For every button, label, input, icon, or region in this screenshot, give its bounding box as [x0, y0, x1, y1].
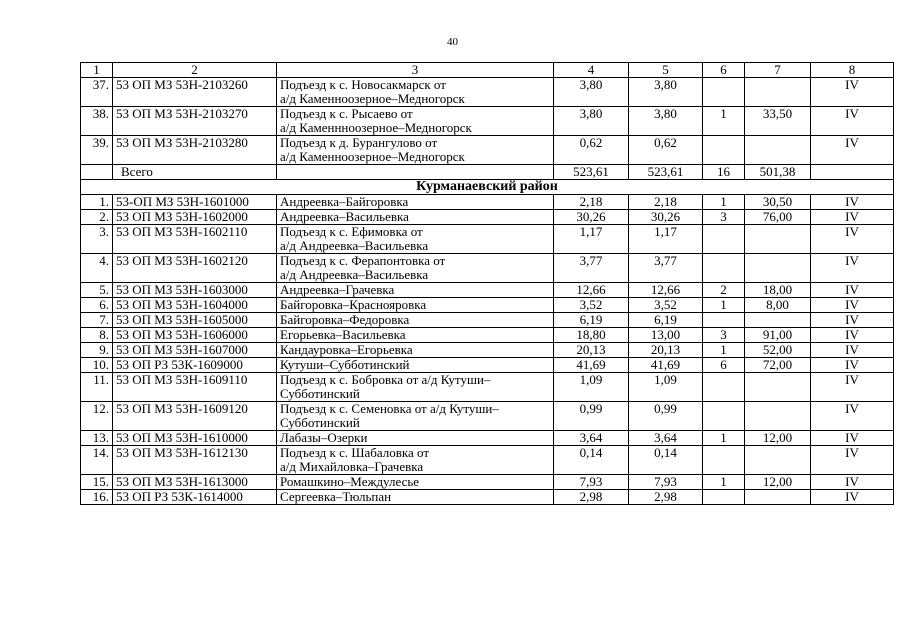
- row-number-cell: 8.: [81, 328, 113, 343]
- row-number-cell: 13.: [81, 431, 113, 446]
- length-cell: 3,77: [629, 254, 703, 283]
- length-cell: 3,80: [629, 78, 703, 107]
- road-name-line: а/д Михайловка–Грачевка: [280, 459, 424, 474]
- road-name-cell: [277, 210, 554, 225]
- road-name-line: а/д Андреевка–Васильевка: [280, 267, 429, 282]
- row-number-cell: 2.: [81, 210, 113, 225]
- category-cell: IV: [811, 328, 894, 343]
- table-row: [81, 490, 894, 505]
- road-name-cell: [277, 313, 554, 328]
- road-name-cell: [277, 343, 554, 358]
- road-name-cell: [277, 107, 554, 136]
- count-cell: [703, 225, 745, 254]
- count-cell: 1: [703, 475, 745, 490]
- row-number-cell: 15.: [81, 475, 113, 490]
- length-cell: 76,00: [745, 210, 811, 225]
- count-cell: 3: [703, 328, 745, 343]
- table-row: [81, 78, 894, 107]
- length-cell: 2,98: [629, 490, 703, 505]
- row-number-cell: 3.: [81, 225, 113, 254]
- road-code-cell: 53 ОП РЗ 53К-1614000: [113, 490, 277, 505]
- road-code-cell: 53 ОП МЗ 53Н-2103280: [113, 136, 277, 165]
- count-cell: [703, 254, 745, 283]
- length-cell: [745, 254, 811, 283]
- length-cell: 3,52: [554, 298, 629, 313]
- length-cell: 6,19: [554, 313, 629, 328]
- total-value: 523,61: [629, 165, 703, 180]
- category-cell: IV: [811, 78, 894, 107]
- total-value: 523,61: [554, 165, 629, 180]
- road-name-line: Егорьевка–Васильевка: [280, 327, 406, 342]
- road-name-cell: [277, 298, 554, 313]
- road-name-line: Подъезд к с. Шабаловка от: [280, 445, 430, 460]
- category-cell: IV: [811, 210, 894, 225]
- section-title: Курманаевский район: [81, 180, 894, 195]
- table-row: [81, 283, 894, 298]
- table-row: [81, 210, 894, 225]
- length-cell: 0,62: [629, 136, 703, 165]
- length-cell: 0,99: [554, 402, 629, 431]
- length-cell: 72,00: [745, 358, 811, 373]
- count-cell: 1: [703, 298, 745, 313]
- road-code-cell: 53 ОП МЗ 53Н-2103270: [113, 107, 277, 136]
- length-cell: 0,99: [629, 402, 703, 431]
- road-name-cell: [277, 283, 554, 298]
- length-cell: 2,18: [554, 195, 629, 210]
- road-code-cell: 53 ОП МЗ 53Н-1609120: [113, 402, 277, 431]
- road-code-cell: 53 ОП РЗ 53К-1609000: [113, 358, 277, 373]
- length-cell: 1,17: [629, 225, 703, 254]
- category-cell: IV: [811, 373, 894, 402]
- category-cell: IV: [811, 431, 894, 446]
- road-name-line: Лабазы–Озерки: [280, 430, 368, 445]
- row-number-cell: 6.: [81, 298, 113, 313]
- count-cell: [703, 78, 745, 107]
- road-name-cell: [277, 373, 554, 402]
- road-code-cell: 53 ОП МЗ 53Н-1607000: [113, 343, 277, 358]
- count-cell: [703, 446, 745, 475]
- road-name-cell: [277, 446, 554, 475]
- road-name-line: Подъезд к с. Ефимовка от: [280, 224, 423, 239]
- road-code-cell: 53 ОП МЗ 53Н-1602000: [113, 210, 277, 225]
- count-cell: 1: [703, 431, 745, 446]
- category-cell: IV: [811, 490, 894, 505]
- length-cell: 7,93: [629, 475, 703, 490]
- road-name-line: Подъезд к с. Новосакмарск от: [280, 77, 446, 92]
- length-cell: 30,50: [745, 195, 811, 210]
- category-cell: IV: [811, 107, 894, 136]
- row-number-cell: 37.: [81, 78, 113, 107]
- road-name-cell: [277, 431, 554, 446]
- column-header-5: 5: [629, 63, 703, 78]
- road-code-cell: 53 ОП МЗ 53Н-1610000: [113, 431, 277, 446]
- road-code-cell: 53 ОП МЗ 53Н-2103260: [113, 78, 277, 107]
- road-code-cell: 53 ОП МЗ 53Н-1604000: [113, 298, 277, 313]
- length-cell: 52,00: [745, 343, 811, 358]
- section-row: [81, 180, 894, 195]
- count-cell: 3: [703, 210, 745, 225]
- length-cell: 6,19: [629, 313, 703, 328]
- road-name-line: Байгоровка–Федоровка: [280, 312, 410, 327]
- total-value: [811, 165, 894, 180]
- road-name-line: а/д Каменноозерное–Медногорск: [280, 149, 465, 164]
- table-row: [81, 328, 894, 343]
- length-cell: 3,80: [554, 107, 629, 136]
- length-cell: [745, 78, 811, 107]
- count-cell: [703, 490, 745, 505]
- table-row: [81, 313, 894, 328]
- road-name-line: Кутуши–Субботинский: [280, 357, 410, 372]
- table-row: [81, 373, 894, 402]
- row-number-cell: 10.: [81, 358, 113, 373]
- road-code-cell: 53 ОП МЗ 53Н-1609110: [113, 373, 277, 402]
- category-cell: IV: [811, 446, 894, 475]
- category-cell: IV: [811, 298, 894, 313]
- length-cell: 20,13: [554, 343, 629, 358]
- table-row: [81, 107, 894, 136]
- length-cell: 3,77: [554, 254, 629, 283]
- row-number-cell: 11.: [81, 373, 113, 402]
- road-code-cell: 53 ОП МЗ 53Н-1605000: [113, 313, 277, 328]
- road-name-line: Андреевка–Васильевка: [280, 209, 409, 224]
- road-name-line: Андреевка–Байгоровка: [280, 194, 409, 209]
- length-cell: 1,09: [554, 373, 629, 402]
- length-cell: 41,69: [629, 358, 703, 373]
- column-header-8: 8: [811, 63, 894, 78]
- row-number-cell: 1.: [81, 195, 113, 210]
- header-row: [81, 63, 894, 78]
- length-cell: 13,00: [629, 328, 703, 343]
- road-name-cell: [277, 254, 554, 283]
- road-name-cell: [277, 165, 554, 180]
- length-cell: 2,98: [554, 490, 629, 505]
- length-cell: 1,09: [629, 373, 703, 402]
- row-number-cell: 16.: [81, 490, 113, 505]
- row-number-cell: 9.: [81, 343, 113, 358]
- length-cell: 18,00: [745, 283, 811, 298]
- category-cell: IV: [811, 358, 894, 373]
- table-row: [81, 343, 894, 358]
- length-cell: 12,00: [745, 431, 811, 446]
- length-cell: 12,66: [554, 283, 629, 298]
- table-row: [81, 254, 894, 283]
- row-number-cell: [81, 165, 113, 180]
- category-cell: IV: [811, 225, 894, 254]
- road-name-line: а/д Каменноозерное–Медногорск: [280, 91, 465, 106]
- road-name-line: Подъезд к с. Семеновка от а/д Кутуши–: [280, 401, 499, 416]
- road-name-cell: [277, 195, 554, 210]
- road-code-cell: 53 ОП МЗ 53Н-1606000: [113, 328, 277, 343]
- total-value: 501,38: [745, 165, 811, 180]
- column-header-7: 7: [745, 63, 811, 78]
- category-cell: IV: [811, 283, 894, 298]
- total-label: Всего: [113, 165, 277, 180]
- length-cell: 0,14: [554, 446, 629, 475]
- column-header-4: 4: [554, 63, 629, 78]
- table-row: [81, 475, 894, 490]
- road-name-line: Ромашкино–Междулесье: [280, 474, 420, 489]
- total-value: 16: [703, 165, 745, 180]
- row-number-cell: 7.: [81, 313, 113, 328]
- count-cell: 6: [703, 358, 745, 373]
- length-cell: [745, 136, 811, 165]
- page-number: 40: [447, 36, 458, 48]
- column-header-3: 3: [277, 63, 554, 78]
- length-cell: 41,69: [554, 358, 629, 373]
- road-name-cell: [277, 490, 554, 505]
- category-cell: IV: [811, 254, 894, 283]
- count-cell: [703, 373, 745, 402]
- length-cell: 3,64: [554, 431, 629, 446]
- count-cell: [703, 402, 745, 431]
- length-cell: 30,26: [554, 210, 629, 225]
- road-name-cell: [277, 328, 554, 343]
- table-row: [81, 446, 894, 475]
- length-cell: 12,66: [629, 283, 703, 298]
- road-code-cell: 53 ОП МЗ 53Н-1602110: [113, 225, 277, 254]
- length-cell: 8,00: [745, 298, 811, 313]
- road-name-line: Подъезд к с. Бобровка от а/д Кутуши–: [280, 372, 491, 387]
- count-cell: [703, 313, 745, 328]
- category-cell: IV: [811, 195, 894, 210]
- row-number-cell: 14.: [81, 446, 113, 475]
- total-row: [81, 165, 894, 180]
- road-register-table: [80, 62, 894, 505]
- road-name-line: Сергеевка–Тюльпан: [280, 489, 392, 504]
- table-row: [81, 298, 894, 313]
- road-name-cell: [277, 225, 554, 254]
- length-cell: 3,52: [629, 298, 703, 313]
- length-cell: [745, 313, 811, 328]
- length-cell: 30,26: [629, 210, 703, 225]
- length-cell: 3,80: [554, 78, 629, 107]
- row-number-cell: 39.: [81, 136, 113, 165]
- length-cell: 33,50: [745, 107, 811, 136]
- category-cell: IV: [811, 313, 894, 328]
- road-name-line: а/д Андреевка–Васильевка: [280, 238, 429, 253]
- length-cell: [745, 446, 811, 475]
- length-cell: [745, 373, 811, 402]
- length-cell: [745, 490, 811, 505]
- category-cell: IV: [811, 136, 894, 165]
- count-cell: 1: [703, 107, 745, 136]
- length-cell: 0,62: [554, 136, 629, 165]
- row-number-cell: 4.: [81, 254, 113, 283]
- road-name-cell: [277, 358, 554, 373]
- table-row: [81, 136, 894, 165]
- category-cell: IV: [811, 402, 894, 431]
- length-cell: 3,64: [629, 431, 703, 446]
- road-code-cell: 53 ОП МЗ 53Н-1603000: [113, 283, 277, 298]
- length-cell: 91,00: [745, 328, 811, 343]
- road-code-cell: 53 ОП МЗ 53Н-1602120: [113, 254, 277, 283]
- length-cell: [745, 225, 811, 254]
- road-name-line: Андреевка–Грачевка: [280, 282, 395, 297]
- length-cell: 20,13: [629, 343, 703, 358]
- row-number-cell: 5.: [81, 283, 113, 298]
- road-name-line: Подъезд к д. Бурангулово от: [280, 135, 438, 150]
- road-name-cell: [277, 475, 554, 490]
- column-header-6: 6: [703, 63, 745, 78]
- column-header-2: 2: [113, 63, 277, 78]
- table-row: [81, 431, 894, 446]
- road-name-line: Субботинский: [280, 386, 360, 401]
- count-cell: [703, 136, 745, 165]
- road-name-line: Байгоровка–Краснояровка: [280, 297, 427, 312]
- table-row: [81, 358, 894, 373]
- road-code-cell: 53 ОП МЗ 53Н-1613000: [113, 475, 277, 490]
- road-name-line: а/д Каменнноозерное–Медногорск: [280, 120, 472, 135]
- road-name-line: Подъезд к с. Ферапонтовка от: [280, 253, 446, 268]
- count-cell: 1: [703, 343, 745, 358]
- length-cell: 3,80: [629, 107, 703, 136]
- length-cell: 1,17: [554, 225, 629, 254]
- road-name-cell: [277, 402, 554, 431]
- category-cell: IV: [811, 475, 894, 490]
- column-header-1: 1: [81, 63, 113, 78]
- length-cell: 7,93: [554, 475, 629, 490]
- road-name-cell: [277, 78, 554, 107]
- road-code-cell: 53-ОП МЗ 53Н-1601000: [113, 195, 277, 210]
- length-cell: 2,18: [629, 195, 703, 210]
- table-row: [81, 195, 894, 210]
- row-number-cell: 38.: [81, 107, 113, 136]
- road-name-line: Подъезд к с. Рысаево от: [280, 106, 413, 121]
- row-number-cell: 12.: [81, 402, 113, 431]
- length-cell: 12,00: [745, 475, 811, 490]
- count-cell: 1: [703, 195, 745, 210]
- category-cell: IV: [811, 343, 894, 358]
- length-cell: [745, 402, 811, 431]
- road-code-cell: 53 ОП МЗ 53Н-1612130: [113, 446, 277, 475]
- table-row: [81, 225, 894, 254]
- length-cell: 0,14: [629, 446, 703, 475]
- length-cell: 18,80: [554, 328, 629, 343]
- road-name-line: Кандауровка–Егорьевка: [280, 342, 413, 357]
- road-name-cell: [277, 136, 554, 165]
- count-cell: 2: [703, 283, 745, 298]
- road-name-line: Субботинский: [280, 415, 360, 430]
- table-row: [81, 402, 894, 431]
